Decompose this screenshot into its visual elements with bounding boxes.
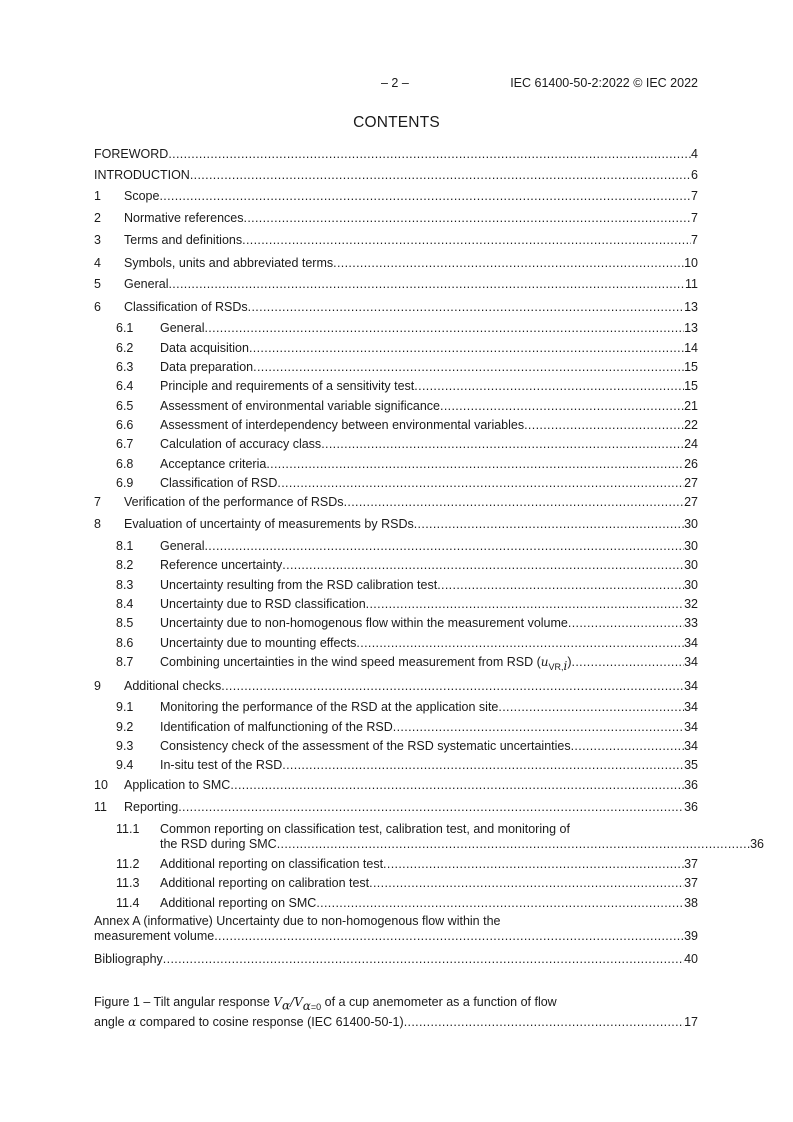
toc-entry-page: 24 — [684, 437, 698, 451]
toc-entry-text: Symbols, units and abbreviated terms — [124, 256, 334, 270]
toc-entry-text: Monitoring the performance of the RSD at the application site — [160, 700, 499, 714]
toc-entry-text: Normative references — [124, 211, 244, 225]
figure-caption-line2: angle α compared to cosine response (IEC 61400-50-1) — [94, 1014, 404, 1029]
toc-entry-page: 7 — [691, 211, 698, 225]
toc-entry-number: 11.2 — [116, 857, 140, 871]
toc-entry-page: 34 — [684, 679, 698, 693]
toc-entry-page: 32 — [684, 597, 698, 611]
toc-entry-9-3[interactable] — [94, 739, 698, 754]
toc-entry-text: Principle and requirements of a sensitivity test — [160, 379, 415, 393]
toc-entry-page: 4 — [691, 147, 698, 161]
toc-entry-10[interactable] — [94, 778, 698, 793]
toc-entry-number: 6.9 — [116, 476, 134, 490]
toc-entry-number: 7 — [94, 495, 101, 509]
figure-caption-line1: Figure 1 – Tilt angular response $V_\alpha/V_{\alpha=0}$ of a cup anemometer as a function of flow — [94, 995, 557, 1013]
toc-entry-number: 8.1 — [116, 539, 134, 553]
toc-entry-text: Terms and definitions — [124, 233, 243, 247]
toc-entry-number: 9 — [94, 679, 101, 693]
toc-entry-11-4[interactable] — [94, 896, 698, 911]
toc-entry-6-9[interactable] — [94, 476, 698, 491]
toc-entry-number: 8.3 — [116, 578, 134, 592]
toc-entry-number: 4 — [94, 256, 101, 270]
toc-entry-9-1[interactable] — [94, 700, 698, 715]
toc-entry-annex-a[interactable] — [94, 914, 698, 944]
toc-entry-page: 6 — [691, 168, 698, 182]
toc-entry-number: 10 — [94, 778, 108, 792]
toc-entry-page: 7 — [691, 189, 698, 203]
toc-entry-page: 22 — [684, 418, 698, 432]
toc-entry-number: 1 — [94, 189, 101, 203]
toc-entry-6-5[interactable] — [94, 399, 698, 414]
toc-entry-page: 36 — [750, 837, 764, 851]
toc-entry-text: Data preparation — [160, 360, 254, 374]
toc-entry-text: General — [160, 539, 205, 553]
toc-entry-page: 10 — [684, 256, 698, 270]
toc-entry-text: Consistency check of the assessment of the RSD systematic uncertainties — [160, 739, 571, 753]
toc-entry-number: 6.2 — [116, 341, 134, 355]
document-id: IEC 61400-50-2:2022 © IEC 2022 — [510, 76, 698, 90]
toc-entry-page: 33 — [684, 616, 698, 630]
toc-entry-text: Additional reporting on classification test — [160, 857, 384, 871]
toc-entry-page: 14 — [684, 341, 698, 355]
toc-entry-page: 15 — [684, 360, 698, 374]
toc-entry-text: Common reporting on classification test, calibration test, and monitoring of — [160, 822, 570, 836]
toc-entry-page: 30 — [684, 578, 698, 592]
toc-entry-text: Scope — [124, 189, 160, 203]
toc-entry-6-2[interactable] — [94, 341, 698, 356]
toc-entry-page: 40 — [684, 952, 698, 966]
toc-entry-page: 13 — [684, 300, 698, 314]
toc-entry-number: 9.4 — [116, 758, 134, 772]
toc-entry-6-4[interactable] — [94, 379, 698, 394]
toc-entry-text: Additional checks — [124, 679, 222, 693]
toc-entry-page: 39 — [684, 929, 698, 943]
toc-entry-9-4[interactable] — [94, 758, 698, 773]
toc-entry-5[interactable] — [94, 277, 698, 292]
toc-entry-6-6[interactable] — [94, 418, 698, 433]
toc-entry-page: 30 — [684, 539, 698, 553]
toc-entry-page: 34 — [684, 655, 698, 669]
toc-entry-number: 3 — [94, 233, 101, 247]
toc-entry-text: Classification of RSDs — [124, 300, 248, 314]
toc-entry-page: 21 — [684, 399, 698, 413]
toc-entry-page: 27 — [684, 495, 698, 509]
toc-entry-text: Assessment of interdependency between environmental variables — [160, 418, 525, 432]
toc-entry-number: 6.6 — [116, 418, 134, 432]
toc-entry-8-1[interactable] — [94, 539, 698, 554]
toc-entry-text: Verification of the performance of RSDs — [124, 495, 344, 509]
toc-entry-number: 9.2 — [116, 720, 134, 734]
toc-entry-number: 11 — [94, 800, 107, 814]
toc-entry-page: 36 — [684, 800, 698, 814]
toc-entry-number: 6.3 — [116, 360, 134, 374]
toc-entry-page: 13 — [684, 321, 698, 335]
toc-entry-1[interactable] — [94, 189, 698, 204]
toc-entry-foreword[interactable] — [94, 147, 698, 162]
toc-entry-number: 6.5 — [116, 399, 134, 413]
list-of-figures-entry-1[interactable] — [94, 995, 698, 1030]
toc-entry-6[interactable] — [94, 300, 698, 315]
toc-entry-text: General — [124, 277, 169, 291]
toc-entry-page: 35 — [684, 758, 698, 772]
toc-entry-text-continued: measurement volume — [94, 929, 215, 943]
toc-entry-8-4[interactable] — [94, 597, 698, 612]
toc-entry-text: General — [160, 321, 205, 335]
toc-entry-3[interactable] — [94, 233, 698, 248]
toc-entry-text: Combining uncertainties in the wind speed measurement from RSD $(u_{VR,i})$ — [160, 655, 572, 673]
toc-entry-2[interactable] — [94, 211, 698, 226]
toc-entry-9-2[interactable] — [94, 720, 698, 735]
toc-entry-number: 8.7 — [116, 655, 134, 669]
toc-entry-number: 8.5 — [116, 616, 134, 630]
toc-entry-page: 11 — [685, 277, 698, 291]
toc-entry-number: 8.4 — [116, 597, 134, 611]
page-header — [0, 76, 793, 92]
toc-entry-8-6[interactable] — [94, 636, 698, 651]
page-title: CONTENTS — [353, 114, 440, 131]
toc-entry-8[interactable] — [94, 517, 698, 532]
toc-entry-page: 38 — [684, 896, 698, 910]
toc-entry-introduction[interactable] — [94, 168, 698, 183]
toc-entry-11-3[interactable] — [94, 876, 698, 891]
toc-entry-page: 30 — [684, 517, 698, 531]
toc-entry-6-7[interactable] — [94, 437, 698, 452]
toc-entry-page: 34 — [684, 700, 698, 714]
toc-entry-6-1[interactable] — [94, 321, 698, 336]
toc-entry-text: Reference uncertainty — [160, 558, 283, 572]
toc-entry-text: Data acquisition — [160, 341, 249, 355]
toc-entry-text: Bibliography — [94, 952, 163, 966]
toc-entry-11-2[interactable] — [94, 857, 698, 872]
toc-entry-page: 17 — [684, 1014, 698, 1029]
toc-entry-page: 27 — [684, 476, 698, 490]
toc-entry-number: 6.1 — [116, 321, 134, 335]
toc-entry-number: 11.4 — [116, 896, 140, 910]
toc-entry-page: 34 — [684, 636, 698, 650]
toc-entry-6-3[interactable] — [94, 360, 698, 375]
toc-entry-text-continued: the RSD during SMC — [160, 837, 277, 851]
toc-entry-text: Application to SMC — [124, 778, 231, 792]
toc-entry-8-2[interactable] — [94, 558, 698, 573]
uncertainty-symbol: u — [540, 655, 549, 669]
toc-entry-number: 8.6 — [116, 636, 134, 650]
toc-entry-number: 8.2 — [116, 558, 134, 572]
toc-entry-text: Additional reporting on calibration test — [160, 876, 370, 890]
toc-entry-text: Calculation of accuracy class — [160, 437, 322, 451]
toc-entry-number: 6 — [94, 300, 101, 314]
toc-entry-text: Acceptance criteria — [160, 457, 267, 471]
toc-entry-number: 8 — [94, 517, 101, 531]
toc-entry-page: 34 — [684, 739, 698, 753]
toc-entry-number: 6.4 — [116, 379, 134, 393]
toc-entry-number: 6.7 — [116, 437, 134, 451]
toc-entry-7[interactable] — [94, 495, 698, 510]
toc-entry-text: Classification of RSD — [160, 476, 278, 490]
toc-entry-number: 11.3 — [116, 876, 140, 890]
toc-entry-8-5[interactable] — [94, 616, 698, 631]
toc-entry-text: INTRODUCTION — [94, 168, 190, 182]
toc-entry-text: Uncertainty due to non-homogenous flow within the measurement volume — [160, 616, 568, 630]
toc-entry-bibliography[interactable] — [94, 952, 698, 967]
toc-entry-text: FOREWORD — [94, 147, 169, 161]
toc-entry-number: 5 — [94, 277, 101, 291]
toc-entry-number: 11.1 — [116, 822, 140, 836]
toc-entry-page: 37 — [684, 857, 698, 871]
toc-entry-number: 6.8 — [116, 457, 134, 471]
toc-entry-page: 7 — [691, 233, 698, 247]
toc-entry-page: 26 — [684, 457, 698, 471]
page-number: – 2 – — [381, 76, 409, 90]
toc-entry-text: Assessment of environmental variable significance — [160, 399, 440, 413]
toc-entry-page: 37 — [684, 876, 698, 890]
toc-entry-number: 2 — [94, 211, 101, 225]
toc-entry-number: 9.3 — [116, 739, 134, 753]
toc-entry-8-7[interactable] — [94, 655, 698, 675]
toc-entry-page: 36 — [684, 778, 698, 792]
toc-entry-8-3[interactable] — [94, 578, 698, 593]
toc-entry-page: 30 — [684, 558, 698, 572]
toc-entry-page: 15 — [684, 379, 698, 393]
toc-entry-6-8[interactable] — [94, 457, 698, 472]
toc-entry-number: 9.1 — [116, 700, 134, 714]
toc-entry-text: Evaluation of uncertainty of measurements by RSDs — [124, 517, 414, 531]
toc-entry-11-1[interactable] — [94, 822, 764, 852]
toc-entry-text: Uncertainty due to RSD classification — [160, 597, 366, 611]
toc-entry-text: In-situ test of the RSD — [160, 758, 283, 772]
toc-entry-page: 34 — [684, 720, 698, 734]
toc-entry-text: Uncertainty resulting from the RSD calibration test — [160, 578, 438, 592]
toc-entry-text: Annex A (informative) Uncertainty due to non-homogenous flow within the — [94, 914, 501, 928]
toc-entry-text: Reporting — [124, 800, 179, 814]
toc-entry-text: Identification of malfunctioning of the RSD — [160, 720, 393, 734]
toc-entry-4[interactable] — [94, 256, 698, 271]
toc-entry-11[interactable] — [94, 800, 698, 815]
toc-entry-text: Uncertainty due to mounting effects — [160, 636, 357, 650]
toc-entry-text: Additional reporting on SMC — [160, 896, 317, 910]
toc-entry-9[interactable] — [94, 679, 698, 694]
